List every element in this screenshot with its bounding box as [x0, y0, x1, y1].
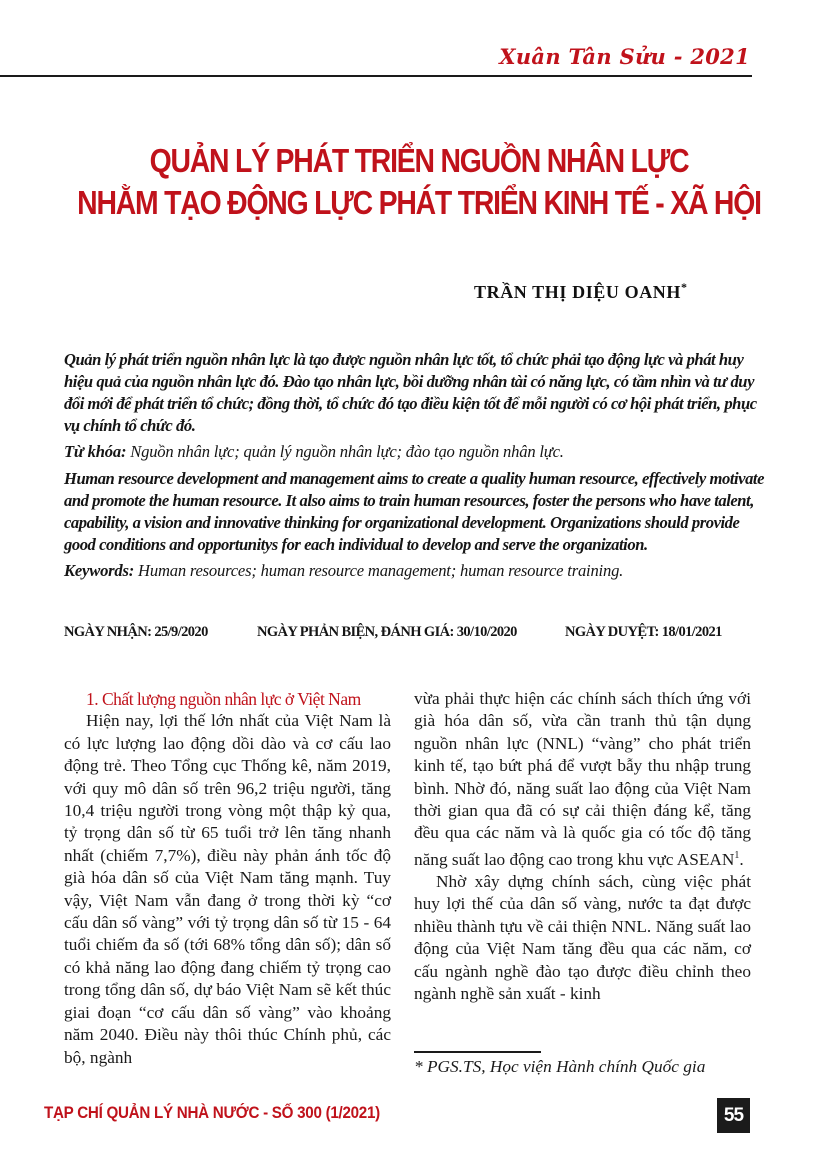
keywords-english	[64, 560, 764, 582]
header-rule	[0, 75, 752, 77]
title-line-2: NHẰM TẠO ĐỘNG LỰC PHÁT TRIỂN KINH TẾ - XÃ HỘI	[77, 184, 761, 221]
abstract-english: Human resource development and management aims to create a quality human resource, effectively motivate and promote the human resource. It also aims to train human resources, foster the persons who have talent, capability, a vision and innovative thinking for organizational development. Organizations should provide good conditions and opportunitys for each individual to develop and serve the organization.	[64, 469, 764, 554]
keywords-en-text: Human resources; human resource management; human resource training.	[134, 561, 624, 580]
footnote-rule	[414, 1051, 541, 1053]
paragraph-text: vừa phải thực hiện các chính sách thích ứng với già hóa dân số, vừa cần tranh thủ tận dụng nguồn nhân lực (NNL) “vàng” cho phát triển kinh tế, tạo bứt phá để vượt bẫy thu nhập trung bình. Nhờ đó, năng suất lao động của Việt Nam thời gian qua đã có sự cải thiện đáng kể, tăng đều qua các năm và là quốc gia có tốc độ tăng năng suất lao động cao trong khu vực ASEAN	[414, 689, 751, 869]
journal-name: TẠP CHÍ QUẢN LÝ NHÀ NƯỚC - SỐ 300 (1/2021)	[44, 1104, 380, 1122]
date-reviewed: NGÀY PHẢN BIỆN, ĐÁNH GIÁ: 30/10/2020	[257, 624, 517, 640]
paragraph-end: .	[739, 849, 744, 869]
body-paragraph: Nhờ xây dựng chính sách, cùng việc phát huy lợi thế của dân số vàng, nước ta đạt được nhiều thành tựu về cải thiện NNL. Năng suất lao động của Việt Nam tăng đều qua các năm, cơ cấu ngành nghề đào tạo được điều chỉnh theo ngành nghề sản xuất - kinh	[414, 872, 751, 1004]
page-number: 55	[717, 1098, 750, 1133]
keywords-vi-text: Nguồn nhân lực; quản lý nguồn nhân lực; đào tạo nguồn nhân lực.	[126, 442, 564, 461]
article-title	[60, 140, 779, 224]
abstract	[64, 349, 764, 582]
author-footnote-mark[interactable]: *	[681, 280, 688, 294]
footnote: * PGS.TS, Học viện Hành chính Quốc gia	[414, 1057, 706, 1076]
running-head: Xuân Tân Sửu - 2021	[499, 44, 750, 69]
body-paragraph: Hiện nay, lợi thế lớn nhất của Việt Nam là có lực lượng lao động dồi dào và cơ cấu lao động trẻ. Theo Tổng cục Thống kê, năm 2019, với quy mô dân số trên 96,2 triệu người, tăng 10,4 triệu người trong vòng một thập kỷ qua, tỷ trọng dân số từ 65 tuổi trở lên tăng nhanh nhất (chiếm 7,7%), điều này phản ánh tốc độ già hóa dân số của Việt Nam tăng mạnh. Tuy vậy, Việt Nam vẫn đang ở trong thời kỳ “cơ cấu dân số vàng” với tỷ trọng dân số từ 15 - 64 tuổi chiếm đa số (tới 68% tổng dân số); dân số có khả năng lao động đang chiếm tỷ trọng cao trong tổng dân số, dự báo Việt Nam sẽ kết thúc giai đoạn “cơ cấu dân số vàng” vào khoảng năm 2040. Điều này thôi thúc Chính phủ, các bộ, ngành	[64, 711, 391, 1067]
body-column-right	[414, 688, 751, 1005]
body-column-left	[64, 688, 391, 1069]
title-line-1: QUẢN LÝ PHÁT TRIỂN NGUỒN NHÂN LỰC	[149, 142, 689, 179]
keywords-en-label: Keywords:	[64, 561, 135, 580]
date-approved: NGÀY DUYỆT: 18/01/2021	[565, 624, 722, 640]
section-heading: 1. Chất lượng nguồn nhân lực ở Việt Nam	[86, 689, 361, 709]
date-received: NGÀY NHẬN: 25/9/2020	[64, 624, 208, 640]
author	[474, 280, 688, 303]
author-name: TRẦN THỊ DIỆU OANH	[474, 282, 681, 302]
keywords-vi-label: Từ khóa:	[64, 442, 127, 461]
body-paragraph	[414, 688, 751, 871]
keywords-vietnamese	[64, 441, 764, 463]
reference-mark[interactable]: 1	[734, 849, 740, 861]
abstract-vietnamese: Quản lý phát triển nguồn nhân lực là tạo được nguồn nhân lực tốt, tổ chức phải tạo động lực và phát huy hiệu quả của nguồn nhân lực đó. Đào tạo nhân lực, bồi dưỡng nhân tài có năng lực, có tầm nhìn và tư duy đổi mới để phát triển tổ chức; đồng thời, tổ chức đó tạo điều kiện tốt để mỗi người có cơ hội phát triển, phục vụ chính tổ chức đó.	[64, 350, 757, 435]
